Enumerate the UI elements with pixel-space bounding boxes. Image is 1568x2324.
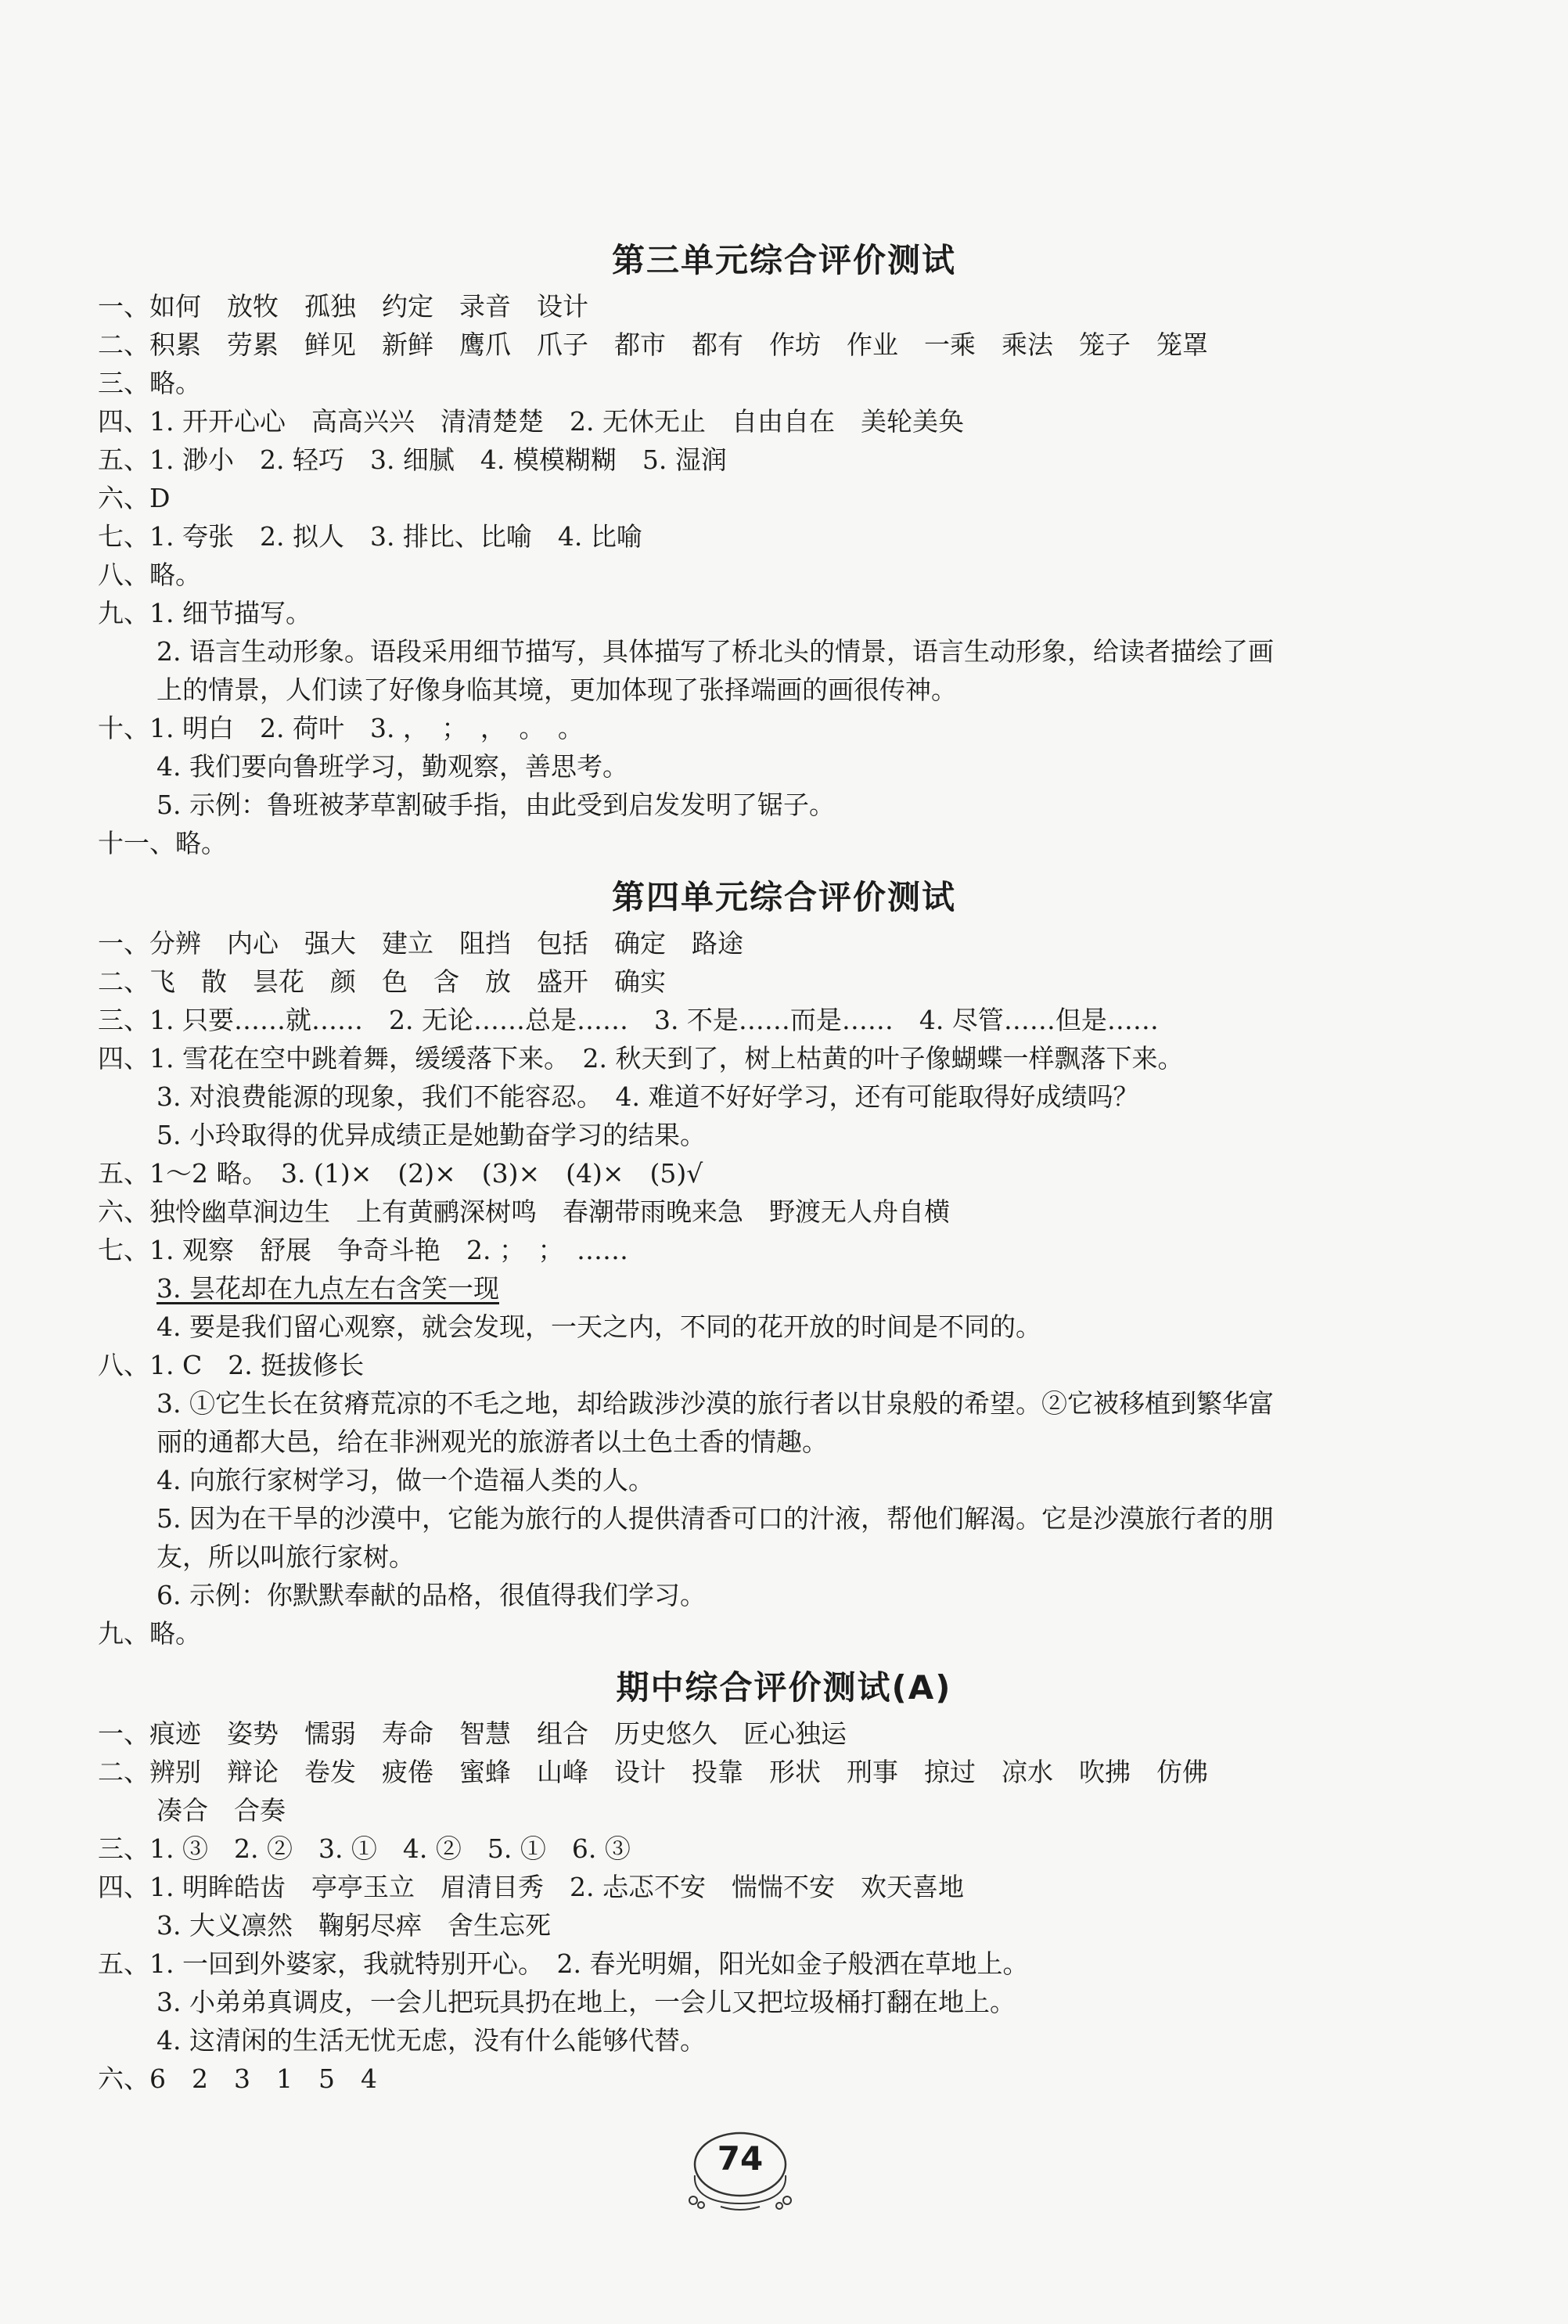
answer-line: 二、积累 劳累 鲜见 新鲜 鹰爪 爪子 都市 都有 作坊 作业 一乘 乘法 笼子 笼罩 xyxy=(98,329,1208,360)
answer-line: 六、D xyxy=(98,483,171,513)
answer-line: 五、1. 渺小 2. 轻巧 3. 细腻 4. 模模糊糊 5. 湿润 xyxy=(98,444,727,475)
answer-line: 2. 语言生动形象。语段采用细节描写，具体描写了桥北头的情景，语言生动形象，给读者描绘了画 xyxy=(156,636,1274,667)
answer-line: 3. 小弟弟真调皮，一会儿把玩具扔在地上，一会儿又把垃圾桶打翻在地上。 xyxy=(156,1987,1016,2017)
answer-line: 友，所以叫旅行家树。 xyxy=(156,1542,415,1572)
answer-line: 一、如何 放牧 孤独 约定 录音 设计 xyxy=(98,291,588,322)
answer-line: 七、1. 夸张 2. 拟人 3. 排比、比喻 4. 比喻 xyxy=(98,521,642,552)
answer-line: 6. 示例：你默默奉献的品格，很值得我们学习。 xyxy=(156,1580,706,1610)
answer-line: 五、1～2 略。 3. (1)× (2)× (3)× (4)× (5)√ xyxy=(98,1158,703,1189)
answer-line: 凑合 合奏 xyxy=(156,1795,286,1826)
answer-line: 4. 这清闲的生活无忧无虑，没有什么能够代替。 xyxy=(156,2025,706,2056)
answer-line: 十一、略。 xyxy=(98,828,227,858)
answer-line: 五、1. 一回到外婆家，我就特别开心。 2. 春光明媚，阳光如金子般洒在草地上。 xyxy=(98,1948,1029,1979)
page-number-badge xyxy=(678,2128,803,2214)
answer-line-underlined: 3. 昙花却在九点左右含笑一现 xyxy=(156,1273,499,1304)
answer-line: 九、1. 细节描写。 xyxy=(98,598,311,628)
answer-line: 八、1. C 2. 挺拔修长 xyxy=(98,1350,365,1380)
answer-line: 九、略。 xyxy=(98,1618,201,1649)
answer-line: 四、1. 明眸皓齿 亭亭玉立 眉清目秀 2. 忐忑不安 惴惴不安 欢天喜地 xyxy=(98,1872,964,1902)
answer-line: 三、1. 只要……就…… 2. 无论……总是…… 3. 不是……而是…… 4. 尽管……但是…… xyxy=(98,1005,1159,1035)
answer-line: 5. 示例：鲁班被茅草割破手指，由此受到启发发明了锯子。 xyxy=(156,790,835,820)
answer-line: 5. 小玲取得的优异成绩正是她勤奋学习的结果。 xyxy=(156,1120,706,1150)
answer-line: 上的情景，人们读了好像身临其境，更加体现了张择端画的画很传神。 xyxy=(156,675,957,705)
answer-line: 3. ①它生长在贫瘠荒凉的不毛之地，却给跋涉沙漠的旅行者以甘泉般的希望。②它被移植到繁华富 xyxy=(156,1388,1274,1419)
answer-line: 3. 对浪费能源的现象，我们不能容忍。 4. 难道不好好学习，还有可能取得好成绩吗？ xyxy=(156,1081,1139,1112)
answer-line: 3. 大义凛然 鞠躬尽瘁 舍生忘死 xyxy=(156,1910,551,1941)
answer-line: 丽的通都大邑，给在非洲观光的旅游者以土色土香的情趣。 xyxy=(156,1426,828,1457)
answer-line: 二、辨别 辩论 卷发 疲倦 蜜蜂 山峰 设计 投靠 形状 刑事 掠过 凉水 吹拂 仿佛 xyxy=(98,1757,1208,1787)
page-number: 74 xyxy=(717,2139,764,2178)
answer-line: 4. 我们要向鲁班学习，勤观察，善思考。 xyxy=(156,751,628,782)
section-title-midterm-a: 期中综合评价测试(A) xyxy=(616,1668,952,1707)
answer-line: 七、1. 观察 舒展 争奇斗艳 2. ； ； …… xyxy=(98,1235,628,1265)
answer-line: 一、痕迹 姿势 懦弱 寿命 智慧 组合 历史悠久 匠心独运 xyxy=(98,1718,847,1749)
answer-line: 4. 要是我们留心观察，就会发现，一天之内，不同的花开放的时间是不同的。 xyxy=(156,1311,1041,1342)
answer-line: 八、略。 xyxy=(98,559,201,590)
section-title-unit-4: 第四单元综合评价测试 xyxy=(611,878,956,916)
answer-line: 4. 向旅行家树学习，做一个造福人类的人。 xyxy=(156,1465,654,1495)
answer-line: 二、飞 散 昙花 颜 色 含 放 盛开 确实 xyxy=(98,966,666,997)
answer-line: 六、独怜幽草涧边生 上有黄鹂深树鸣 春潮带雨晚来急 野渡无人舟自横 xyxy=(98,1196,950,1227)
answer-line: 三、略。 xyxy=(98,368,201,398)
answer-line: 四、1. 雪花在空中跳着舞，缓缓落下来。 2. 秋天到了，树上枯黄的叶子像蝴蝶一样飘落下来。 xyxy=(98,1043,1184,1074)
answer-line: 一、分辨 内心 强大 建立 阻挡 包括 确定 路途 xyxy=(98,928,743,959)
section-title-unit-3: 第三单元综合评价测试 xyxy=(611,241,956,279)
answer-line: 十、1. 明白 2. 荷叶 3. ， ； ， 。 。 xyxy=(98,713,584,743)
answer-line: 5. 因为在干旱的沙漠中，它能为旅行的人提供清香可口的汁液，帮他们解渴。它是沙漠旅行者的朋 xyxy=(156,1503,1274,1534)
answer-line: 四、1. 开开心心 高高兴兴 清清楚楚 2. 无休无止 自由自在 美轮美奂 xyxy=(98,406,964,437)
answer-line: 六、6 2 3 1 5 4 xyxy=(98,2063,377,2094)
answer-line: 三、1. ③ 2. ② 3. ① 4. ② 5. ① 6. ③ xyxy=(98,1833,631,1864)
